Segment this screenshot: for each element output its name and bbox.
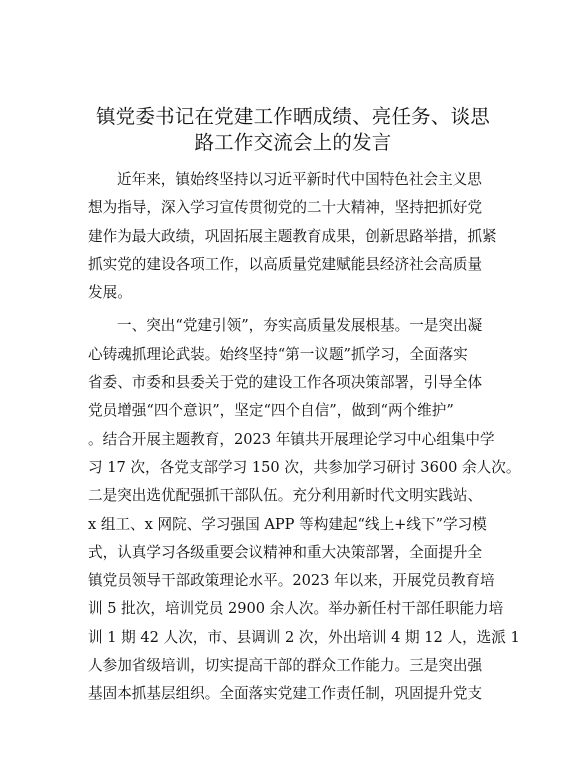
text-line: 省委、市委和县委关于党的建设工作各项决策部署，引导全体 — [88, 374, 483, 392]
text-line: 想为指导，深入学习宣传贯彻党的二十大精神，坚持把抓好党 — [88, 199, 483, 217]
text-line: 。结合开展主题教育，2023 年镇共开展理论学习中心组集中学 — [88, 430, 495, 448]
text-line: 抓实党的建设各项工作，以高质量党建赋能县经济社会高质量 — [88, 255, 483, 273]
text-line: x 组工、x 网院、学习强国 APP 等构建起“线上+线下”学习模 — [88, 515, 487, 533]
document-body — [88, 166, 521, 709]
text-line: 训 5 批次，培训党员 2900 余人次。举办新任村干部任职能力培 — [88, 600, 504, 618]
paragraph-section-one — [88, 312, 521, 708]
text-line: 近年来，镇始终坚持以习近平新时代中国特色社会主义思 — [117, 171, 482, 188]
document-title — [80, 104, 506, 156]
title-line: 镇党委书记在党建工作晒成绩、亮任务、谈思 — [95, 105, 490, 128]
text-line: 建作为最大政绩，巩固拓展主题教育成果，创新思路举措，抓紧 — [88, 227, 497, 245]
text-line: 发展。 — [88, 284, 132, 302]
text-line: 人参加省级培训，切实提高干部的群众工作能力。三是突出强 — [88, 657, 483, 675]
text-line: 式，认真学习各级重要会议精神和重大决策部署，全面提升全 — [88, 543, 483, 561]
text-line: 习 17 次，各党支部学习 150 次，共参加学习研讨 3600 余人次。 — [88, 458, 521, 476]
text-line: 训 1 期 42 人次，市、县调训 2 次，外出培训 4 期 12 人，选派 1 — [88, 628, 520, 646]
text-line: 一、突出“党建引领”，夯实高质量发展根基。一是突出凝 — [117, 317, 483, 335]
text-line: 镇党员领导干部政策理论水平。2023 年以来，开展党员教育培 — [88, 572, 495, 590]
paragraph-intro — [88, 166, 498, 307]
text-line: 心铸魂抓理论武装。始终坚持“第一议题”抓学习，全面落实 — [88, 345, 468, 363]
text-line: 党员增强“四个意识”，坚定“四个自信”，做到“两个维护” — [88, 402, 454, 420]
title-line: 路工作交流会上的发言 — [194, 131, 392, 154]
text-line: 二是突出选优配强抓干部队伍。充分利用新时代文明实践站、 — [88, 487, 483, 505]
text-line: 基固本抓基层组织。全面落实党建工作责任制，巩固提升党支 — [88, 685, 483, 703]
